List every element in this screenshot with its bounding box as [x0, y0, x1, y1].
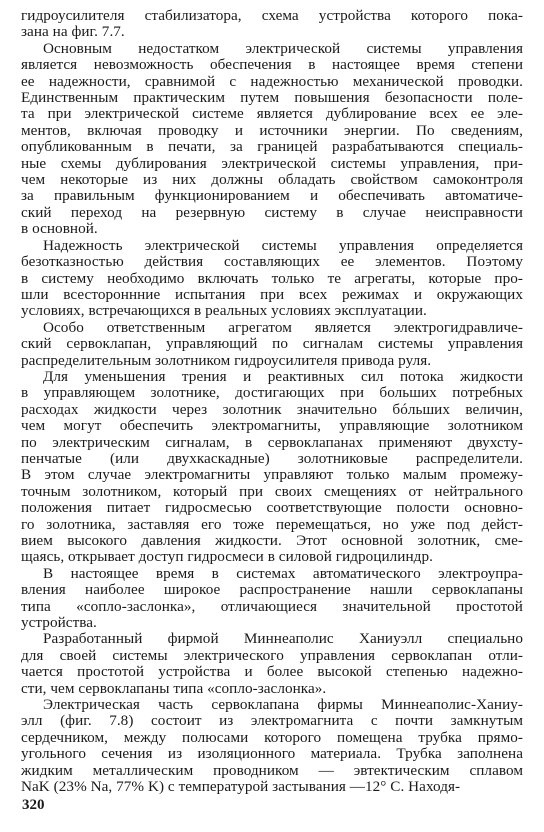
text-line: сердечником, между полюсами которого помещена трубка прямо- [21, 728, 523, 746]
text-line: ментов, включая проводку и источники энергии. По сведениям, [21, 121, 523, 139]
page-number: 320 [22, 797, 45, 813]
paragraph [21, 369, 523, 566]
text-line: гидроусилителя стабилизатора, схема устройства которого пока- [21, 7, 523, 24]
text-line: угольного сечения из изоляционного материала. Трубка заполнена [21, 745, 523, 763]
text-line: условиях, встречающихся в реальных условиях эксплуатации. [21, 302, 427, 320]
text-line: за правильным функционированием и обеспечивать автоматиче- [21, 187, 523, 205]
text-line: является невозможность обеспечения в настоящее время степени [21, 56, 523, 74]
text-line: зана на фиг. 7.7. [21, 23, 125, 41]
text-line: пенчатые (или двухкаскадные) золотниковые распределители. [21, 449, 523, 467]
text-line: по электрическим сигналам, в сервоклапанах применяют двухсту- [21, 433, 523, 451]
paragraph [21, 320, 523, 369]
text-line: ский сервоклапан, управляющий по сигналам системы управления [21, 335, 523, 353]
body-text [21, 8, 523, 796]
text-line: Единственным практическим путем повышения безопасности поле- [21, 89, 523, 107]
text-line: чем могут обеспечить электромагниты, управляющие золотником [21, 417, 523, 435]
text-line: В настоящее время в системах автоматического электроупра- [43, 564, 523, 582]
text-line: го золотника, заставляя его тоже перемещаться, но уже под дейст- [21, 515, 523, 533]
paragraph [21, 8, 523, 41]
text-line: расходах жидкости через золотник значительно бóльших величин, [21, 400, 523, 418]
text-line: Электрическая часть сервоклапана фирмы Миннеаполис-Ханиу- [43, 696, 523, 714]
text-line: опубликованным в печати, за границей разрабатываются специаль- [21, 138, 523, 156]
text-line: щаясь, открывает доступ гидросмеси в силовой гидроцилиндр. [21, 548, 433, 566]
text-line: вием высокого давления жидкости. Этот основной золотник, сме- [21, 532, 523, 549]
text-line: шли всестороннние испытания при всех режимах и окружающих [21, 285, 523, 303]
text-line: вления наиболее широкое распространение нашли сервоклапаны [21, 581, 523, 599]
text-line: Особо ответственным агрегатом является электрогидравличе- [43, 318, 523, 336]
text-line: сти, чем сервоклапаны типа «сопло-заслонка». [21, 679, 327, 697]
text-line: безотказностью действия составляющих ее элементов. Поэтому [21, 253, 523, 271]
paragraph [21, 41, 523, 238]
text-line: точным золотником, который при своих смещениях от нейтрального [21, 482, 523, 500]
text-line: Разработанный фирмой Миннеаполис Ханиуэлл специально [43, 630, 523, 648]
text-line: Для уменьшения трения и реактивных сил потока жидкости [43, 367, 523, 385]
text-line: типа «сопло-заслонка», отличающиеся значительной простотой [21, 597, 523, 615]
text-line: Надежность электрической системы управления определяется [43, 236, 523, 254]
paragraph [21, 566, 523, 632]
text-line: жидким металлическим проводником — эвтектическим сплавом [21, 761, 523, 779]
paragraph [21, 631, 523, 697]
text-line: распределительным золотником гидроусилителя привода руля. [21, 351, 432, 369]
text-line: ные схемы дублирования электрической системы управления, при- [21, 154, 523, 172]
text-line: для своей системы электрического управления сервоклапан отли- [21, 646, 523, 664]
text-line: чем некоторые из них должны обладать свойством самоконтроля [21, 171, 523, 189]
text-line: в управляющем золотнике, достигающих при больших потребных [21, 384, 523, 402]
text-line: устройства. [21, 614, 97, 632]
text-line: ский переход на резервную систему в случае неисправности [21, 203, 523, 221]
text-line: положения питает гидросмесью соответствующие полости основно- [21, 499, 523, 517]
text-line: чается простотой устройства и более высокой степенью надежно- [21, 663, 523, 681]
paragraph [21, 238, 523, 320]
text-line: в систему необходимо включать только те агрегаты, которые про- [21, 269, 523, 287]
text-line: элл (фиг. 7.8) состоит из электромагнита с почти замкнутым [21, 712, 523, 730]
text-line: ее надежности, сравнимой с надежностью механической проводки. [21, 72, 523, 90]
text-line: Основным недостатком электрической системы управления [43, 39, 523, 57]
paragraph [21, 697, 523, 795]
text-line: NaK (23% Na, 77% K) с температурой застывания —12° С. Находя- [21, 778, 461, 796]
text-line: В этом случае электромагниты управляют только малым промежу- [21, 466, 523, 484]
text-line: та при электрической системе является дублирование всех ее эле- [21, 105, 523, 123]
text-line: в основной. [21, 220, 98, 238]
